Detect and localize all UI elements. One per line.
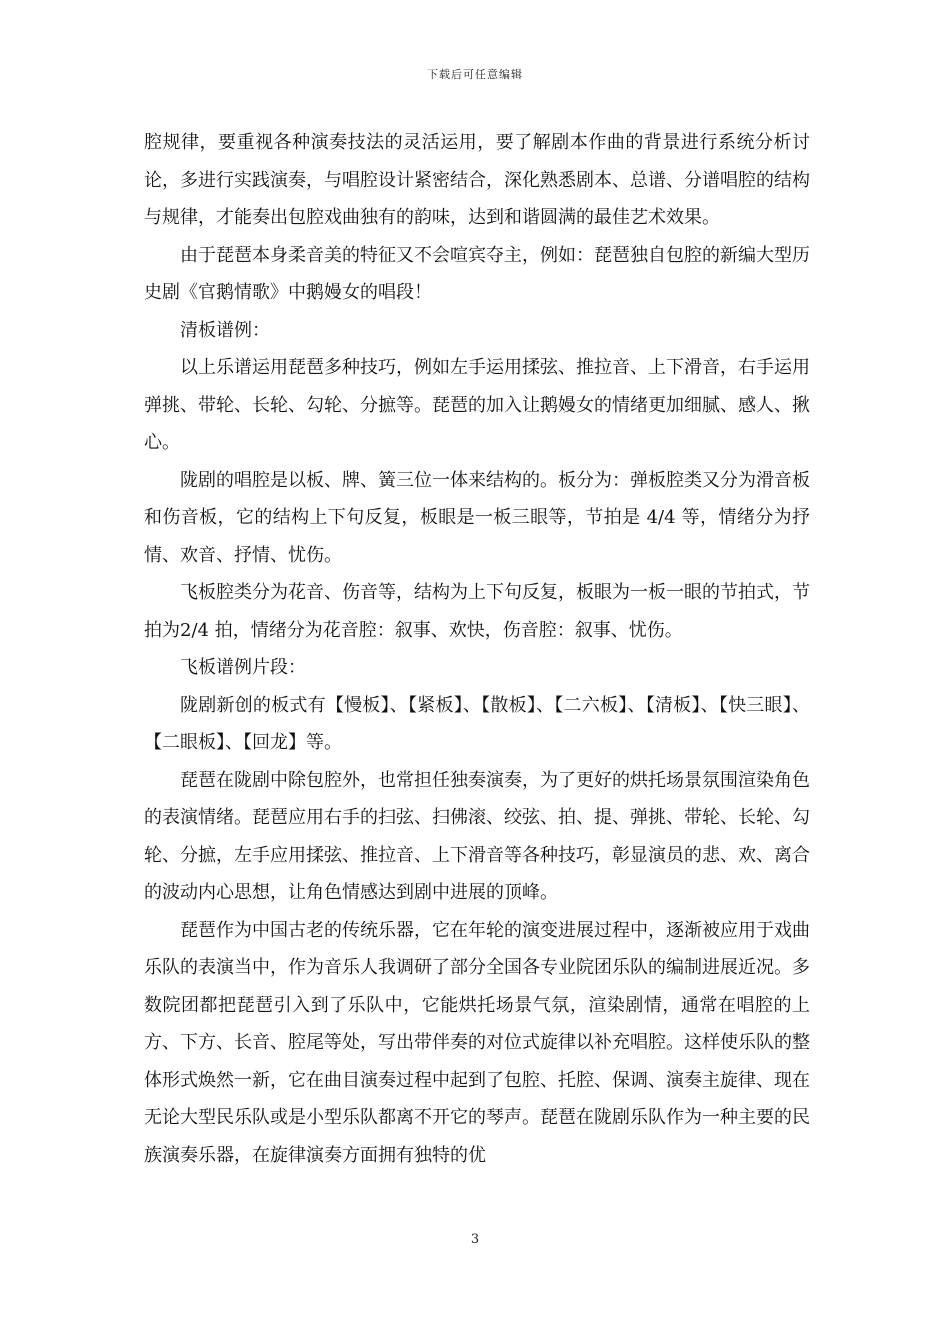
paragraph-heading: 飞板谱例片段：: [180, 657, 306, 678]
paragraph: 腔规律，要重视各种演奏技法的灵活运用，要了解剧本作曲的背景进行系统分析讨论，多进行实践演奏，与唱腔设计紧密结合，深化熟悉剧本、总谱、分谱唱腔的结构与规律，才能奏出包腔戏曲独有的韵味，达到和谐圆满的最佳艺术效果。: [144, 132, 810, 228]
paragraph: 琵琶作为中国古老的传统乐器，它在年轮的演变进展过程中，逐渐被应用于戏曲乐队的表演当中，作为音乐人我调研了部分全国各专业院团乐队的编制进展近况。多数院团都把琵琶引入到了乐队中，它能烘托场景气氛，渲染剧情，通常在唱腔的上方、下方、长音、腔尾等处，写出带伴奏的对位式旋律以补充唱腔。这样使乐队的整体形式焕然一新，它在曲目演奏过程中起到了包腔、托腔、保调、演奏主旋律、现在无论大型民乐队或是小型乐队都离不开它的琴声。琵琶在陇剧乐队作为一种主要的民族演奏乐器，在旋律演奏方面拥有独特的优: [144, 919, 810, 1166]
page-number: 3: [470, 1232, 480, 1247]
paragraph: 飞板腔类分为花音、伤音等，结构为上下句反复，板眼为一板一眼的节拍式，节拍为2/4 拍，情绪分为花音腔：叙事、欢快，伤音腔：叙事、忧伤。: [144, 582, 810, 641]
paragraph-heading: 清板谱例：: [180, 319, 270, 341]
paragraph: 陇剧新创的板式有【慢板】、【紧板】、【散板】、【二六板】、【清板】、【快三眼】、【二眼板】、【回龙】等。: [144, 694, 810, 753]
paragraph: 以上乐谱运用琵琶多种技巧，例如左手运用揉弦、推拉音、上下滑音，右手运用弹挑、带轮、长轮、勾轮、分摭等。琵琶的加入让鹅嫚女的情绪更加细腻、感人、揪心。: [144, 357, 810, 453]
paragraph: 琵琶在陇剧中除包腔外，也常担任独奏演奏，为了更好的烘托场景氛围渲染角色的表演情绪。琵琶应用右手的扫弦、扫佛滚、绞弦、拍、提、弹挑、带轮、长轮、勾轮、分摭，左手应用揉弦、推拉音、上下滑音等各种技巧，彰显演员的悲、欢、离合的波动内心思想，让角色情感达到剧中进展的顶峰。: [144, 769, 810, 903]
body-text: [144, 124, 810, 1174]
paragraph: 由于琵琶本身柔音美的特征又不会喧宾夺主，例如：琵琶独自包腔的新编大型历史剧《官鹅情歌》中鹅嫚女的唱段！: [144, 244, 810, 303]
page-header: 下载后可任意编辑: [427, 68, 523, 81]
paragraph: 陇剧的唱腔是以板、牌、簧三位一体来结构的。板分为：弹板腔类又分为滑音板和伤音板，它的结构上下句反复，板眼是一板三眼等，节拍是 4/4 等，情绪分为抒情、欢音、抒情、忧伤。: [144, 469, 810, 566]
